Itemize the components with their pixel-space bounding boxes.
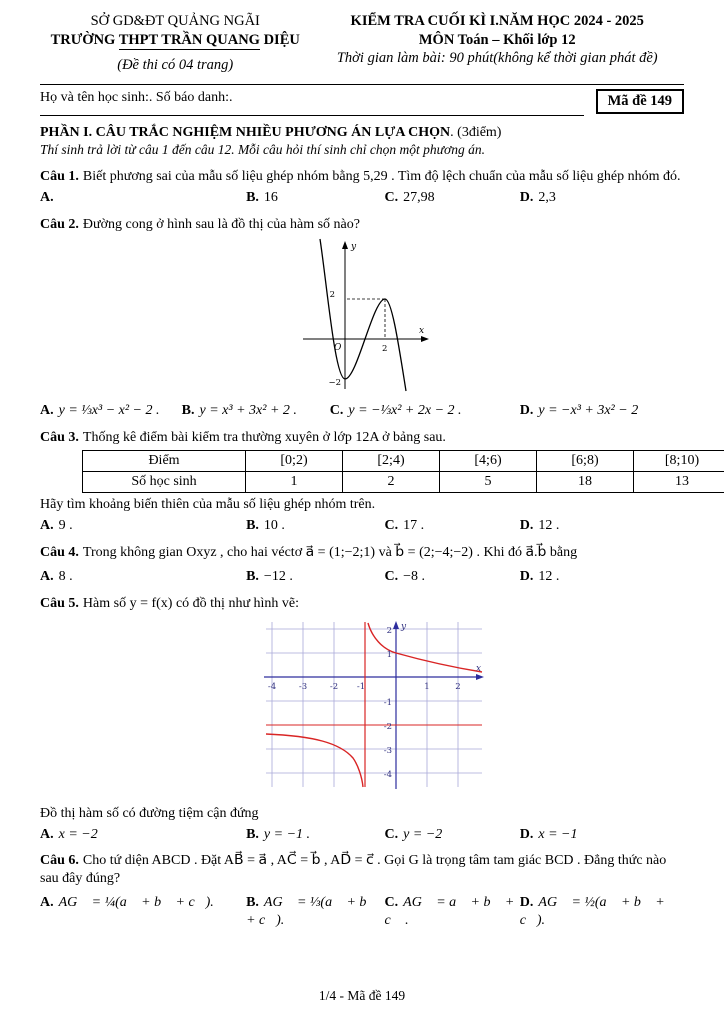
question-5 <box>40 595 684 844</box>
min-y-label: −2 <box>328 378 341 389</box>
y-tick-label: -2 <box>383 721 392 732</box>
option-a: A. <box>40 189 54 205</box>
subject-line: MÔN Toán – Khối lớp 12 <box>418 31 576 48</box>
part1-subtitle: Thí sinh trả lời từ câu 1 đến câu 12. Mỗi câu hỏi thí sinh chỉ chọn một phương án. <box>40 142 485 158</box>
question-5-figure <box>40 615 684 803</box>
option-c: C. −8 . <box>384 568 426 584</box>
curve-upper-branch <box>368 623 482 672</box>
frequency-table <box>82 450 724 493</box>
y-axis-arrow <box>393 621 399 629</box>
option-c: C. y = −2 <box>384 826 443 842</box>
option-b: B. y = −1 . <box>246 826 311 842</box>
y-tick-label: -1 <box>383 697 392 708</box>
question-4-options <box>40 568 684 586</box>
cubic-curve <box>320 239 406 391</box>
question-2-label: Câu 2. <box>40 216 79 232</box>
option-b: B. 16 <box>246 189 278 205</box>
question-5-options <box>40 826 684 844</box>
question-1-options <box>40 189 684 207</box>
part1-title: PHẦN I. CÂU TRẮC NGHIỆM NHIỀU PHƯƠNG ÁN LỰA CHỌN <box>40 124 451 140</box>
question-5-text: Hàm số y = f(x) có đồ thị như hình vẽ: <box>82 595 300 611</box>
question-2-figure <box>40 235 684 399</box>
y-tick-label: 1 <box>386 649 392 660</box>
y-axis-label: y <box>351 242 357 253</box>
x-tick-label: 2 <box>455 681 461 692</box>
x-axis-label: x <box>476 663 482 674</box>
table-data-row: Số học sinh 1 2 5 18 13 <box>83 472 724 493</box>
y-axis-arrow <box>342 241 348 249</box>
question-2-options <box>40 402 684 420</box>
y-tick-label: 2 <box>386 625 392 636</box>
option-b: B. 10 . <box>246 518 285 534</box>
header <box>40 12 684 75</box>
table-header-row: Điểm [0;2) [2;4) [4;6) [6;8) [8;10) <box>83 451 724 472</box>
option-c: C. 27,98 <box>384 189 435 205</box>
option-a: A. x = −2 <box>40 826 98 842</box>
y-tick-label: -3 <box>383 745 392 756</box>
question-3-options <box>40 517 684 535</box>
question-4-text: Trong không gian Oxyz , cho hai véctơ a⃗ = (1;−2;1) và b⃗ = (2;−4;−2) . Khi đó a⃗.b⃗ bằng <box>82 544 578 560</box>
x-axis-arrow <box>476 674 484 680</box>
question-4 <box>40 544 684 586</box>
question-5-label: Câu 5. <box>40 595 79 611</box>
option-c: C. y = −⅓x² + 2x − 2 . <box>329 403 462 419</box>
option-d: D. AG⃗ = ½(a⃗ + b⃗ + c⃗). <box>519 895 665 929</box>
question-6 <box>40 852 684 930</box>
page-count-note: (Đề thi có 04 trang) <box>117 57 234 74</box>
school-name-underlined: THPT TRẦN QUANG <box>118 31 260 48</box>
school-name-post: DIỆU <box>259 31 300 48</box>
question-3-text2: Hãy tìm khoảng biến thiên của mẫu số liệu ghép nhóm trên. <box>40 497 376 513</box>
school-name-pre: TRƯỜNG <box>50 31 119 48</box>
curve-lower-branch <box>266 734 363 787</box>
question-3 <box>40 429 700 535</box>
cubic-curve-graph <box>287 235 437 393</box>
student-name-line: Họ và tên học sinh:. Số báo danh:. <box>40 89 584 116</box>
question-1-text: Biết phương sai của mẫu số liệu ghép nhóm bằng 5,29 . Tìm độ lệch chuẩn của mẫu số liệu ghép nhóm đó. <box>82 168 681 184</box>
max-x-label: 2 <box>382 344 388 355</box>
question-3-label: Câu 3. <box>40 430 79 446</box>
hyperbola-graph <box>236 615 488 797</box>
option-c: C. AG⃗ = a⃗ + b⃗ + c⃗ . <box>384 895 515 929</box>
origin-label: O <box>334 343 342 354</box>
y-tick-label: -4 <box>383 769 392 780</box>
duration-line: Thời gian làm bài: 90 phút(không kể thời gian phát đề) <box>336 50 658 67</box>
school-name <box>40 31 310 50</box>
exam-code-box: Mã đề 149 <box>596 89 684 115</box>
grid-lines <box>266 622 482 787</box>
header-left <box>40 12 310 75</box>
max-y-label: 2 <box>329 290 335 301</box>
option-b: B. y = x³ + 3x² + 2 . <box>181 403 297 419</box>
option-a: A. 9 . <box>40 518 73 534</box>
x-tick-label: 1 <box>424 681 430 692</box>
option-d: D. 2,3 <box>519 189 556 205</box>
question-1 <box>40 168 684 207</box>
part1-title-suffix: . (3điểm) <box>450 124 502 140</box>
x-tick-label: -3 <box>298 681 308 692</box>
header-right <box>310 12 684 68</box>
question-6-options <box>40 894 684 930</box>
question-5-text2: Đồ thị hàm số có đường tiệm cận đứng <box>40 805 259 821</box>
x-tick-label: -4 <box>267 681 277 692</box>
question-6-text: Cho tứ diện ABCD . Đặt AB⃗ = a⃗ , AC⃗ = b⃗ , AD⃗ = c⃗ . Gọi G là trọng tâm tam giác BCD . Đẳng thức nào sau đây đúng? <box>40 853 667 887</box>
question-3-text: Thống kê điểm bài kiểm tra thường xuyên ở lớp 12A ở bảng sau. <box>82 430 446 446</box>
question-6-label: Câu 6. <box>40 853 79 869</box>
option-d: D. y = −x³ + 3x² − 2 <box>519 403 639 419</box>
x-axis-arrow <box>421 336 429 342</box>
question-1-label: Câu 1. <box>40 168 79 184</box>
student-info-row <box>40 84 684 116</box>
option-c: C. 17 . <box>384 518 425 534</box>
y-axis-label: y <box>401 621 407 632</box>
exam-title: KIỂM TRA CUỐI KÌ I.NĂM HỌC 2024 - 2025 <box>350 13 644 29</box>
option-d: D. 12 . <box>519 568 560 584</box>
x-tick-label: -2 <box>329 681 339 692</box>
option-a: A. AG⃗ = ¼(a⃗ + b⃗ + c⃗). <box>40 895 214 911</box>
option-a: A. y = ⅓x³ − x² − 2 . <box>40 403 160 419</box>
option-b: B. AG⃗ = ⅓(a⃗ + b⃗ + c⃗). <box>246 895 378 929</box>
page-footer: 1/4 - Mã đề 149 <box>318 987 406 1003</box>
question-2 <box>40 216 684 421</box>
x-tick-label: -1 <box>356 681 366 692</box>
option-d: D. x = −1 <box>519 826 578 842</box>
question-2-text: Đường cong ở hình sau là đồ thị của hàm số nào? <box>82 216 360 232</box>
question-4-label: Câu 4. <box>40 544 79 560</box>
option-d: D. 12 . <box>519 518 560 534</box>
option-a: A. 8 . <box>40 568 73 584</box>
option-b: B. −12 . <box>246 568 293 584</box>
part1-heading <box>40 124 684 142</box>
department-name: SỞ GD&ĐT QUẢNG NGÃI <box>90 13 260 29</box>
x-axis-label: x <box>419 326 425 337</box>
